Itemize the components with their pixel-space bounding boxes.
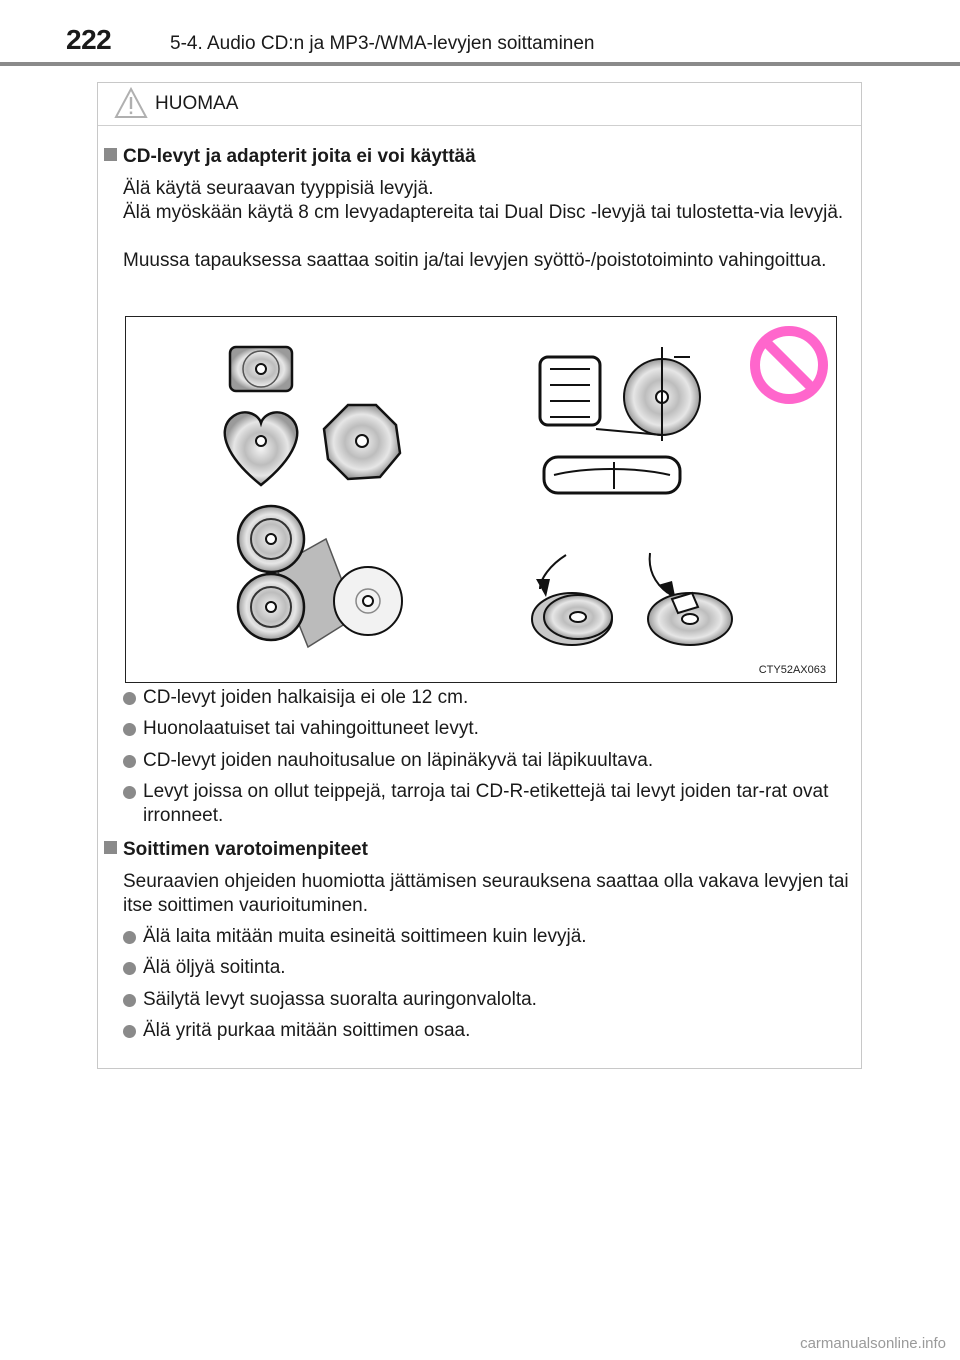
list-item xyxy=(123,988,857,1012)
discs-drawing xyxy=(126,317,837,683)
bullet-dot-icon xyxy=(123,962,136,975)
list-item xyxy=(123,1019,857,1043)
list-item-text: Säilytä levyt suojassa suoralta auringonvalolta. xyxy=(143,989,537,1010)
page-header xyxy=(0,0,960,66)
watermark: carmanualsonline.info xyxy=(800,1335,946,1352)
list-item xyxy=(123,749,857,773)
list-item-text: Älä yritä purkaa mitään soittimen osaa. xyxy=(143,1020,471,1041)
notice-box xyxy=(97,82,862,1069)
section1-line1: Älä käytä seuraavan tyyppisiä levyjä. xyxy=(123,178,434,199)
list-item-text: Älä laita mitään muita esineitä soittimeen kuin levyjä. xyxy=(143,926,587,947)
list-item-text: CD-levyt joiden nauhoitusalue on läpinäkyvä tai läpikuultava. xyxy=(143,750,654,771)
bullet-dot-icon xyxy=(123,692,136,705)
page-number: 222 xyxy=(66,24,112,55)
chapter-title: 5-4. Audio CD:n ja MP3-/WMA-levyjen soittaminen xyxy=(170,33,595,54)
bullet-dot-icon xyxy=(123,931,136,944)
list-item-text: CD-levyt joiden halkaisija ei ole 12 cm. xyxy=(143,687,469,708)
bullet-dot-icon xyxy=(123,786,136,799)
list-item xyxy=(123,717,857,741)
header-rule xyxy=(0,62,960,66)
section1-line2: Älä myöskään käytä 8 cm levyadaptereita tai Dual Disc -levyjä tai tulostetta-via levyjä. xyxy=(123,202,844,223)
unusable-discs-illustration xyxy=(125,316,837,683)
bullet-dot-icon xyxy=(123,994,136,1007)
peeling-label-disc-icon xyxy=(532,555,612,645)
list-item-text: Levyt joissa on ollut teippejä, tarroja tai CD-R-etikettejä tai levyt joiden tar-rat ovat irronneet. xyxy=(143,781,829,826)
list-item-text: Huonolaatuiset tai vahingoittuneet levyt. xyxy=(143,718,479,739)
heart-disc-icon xyxy=(225,412,297,485)
notice-header xyxy=(98,83,861,126)
section-title-text: CD-levyt ja adapterit joita ei voi käyttää xyxy=(123,146,476,167)
section-title-unusable-discs xyxy=(104,146,476,168)
prohibition-icon xyxy=(755,331,823,399)
section1-line3: Muussa tapauksessa saattaa soitin ja/tai levyjen syöttö-/poistotoiminto vahingoittua. xyxy=(123,250,827,271)
section-title-player-precautions xyxy=(104,839,368,861)
section-square-icon xyxy=(104,841,117,854)
square-disc-icon xyxy=(230,347,292,391)
list-item xyxy=(123,780,857,828)
section-title-text: Soittimen varotoimenpiteet xyxy=(123,839,368,860)
warning-triangle-icon xyxy=(114,87,148,119)
notice-label: HUOMAA xyxy=(155,93,239,114)
section-square-icon xyxy=(104,148,117,161)
bullet-dot-icon xyxy=(123,755,136,768)
list-item xyxy=(123,956,857,980)
octagon-disc-icon xyxy=(324,405,400,479)
figure-code: CTY52AX063 xyxy=(758,664,826,676)
taped-disc-icon xyxy=(648,553,732,645)
bullet-dot-icon xyxy=(123,1025,136,1038)
bullet-dot-icon xyxy=(123,723,136,736)
list-item xyxy=(123,925,857,949)
list-item xyxy=(123,686,857,710)
list-item-text: Älä öljyä soitinta. xyxy=(143,957,286,978)
adapter-disc-icon xyxy=(238,506,402,647)
warped-disc-icon xyxy=(540,347,700,493)
section2-intro: Seuraavien ohjeiden huomiotta jättämisen seurauksena saattaa olla vakava levyjen tai itse soittimen vaurioituminen. xyxy=(123,871,849,916)
